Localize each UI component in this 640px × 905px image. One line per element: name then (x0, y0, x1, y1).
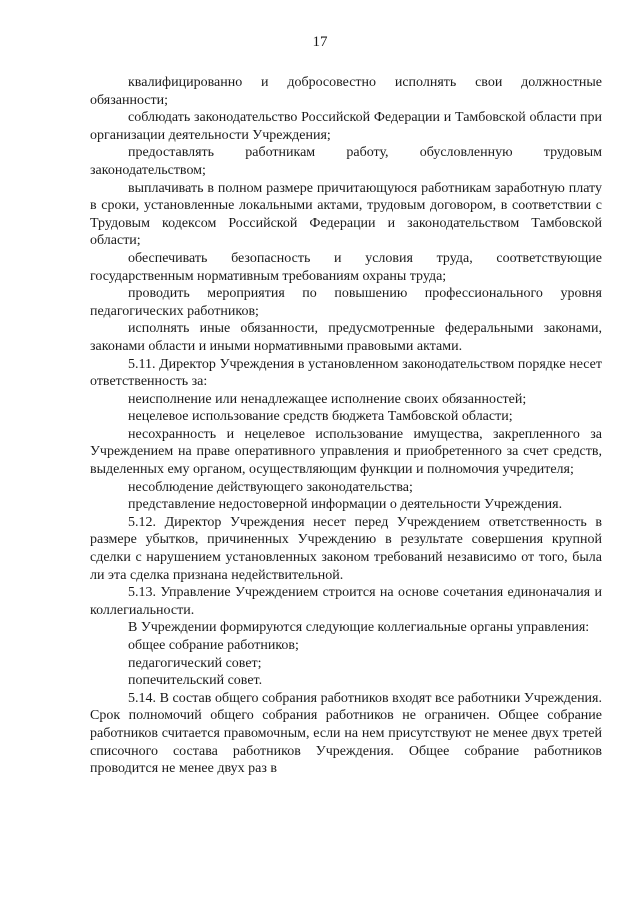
section-5-14: 5.14. В состав общего собрания работников входят все работники Учреждения. Срок полномочий общего собрания работников не ограничен. Общее собрание работников считается правомочным, если на нем присутствуют не менее двух третей списочного состава работников Учреждения. Общее собрание работников проводится не менее двух раз в (90, 690, 602, 777)
paragraph: проводить мероприятия по повышению профессионального уровня педагогических работников; (90, 286, 602, 319)
paragraph: несохранность и нецелевое использование имущества, закрепленного за Учреждением на праве оперативного управления и приобретенного за счет средств, выделенных ему органом, осуществляющим функции и полномочия учредителя; (90, 426, 602, 478)
document-body (90, 74, 602, 778)
section-5-12: 5.12. Директор Учреждения несет перед Учреждением ответственность в размере убытков, причиненных Учреждению в результате совершения крупной сделки с нарушением установленных законом требований независимо от того, была ли эта сделка признана недействительной. (90, 514, 602, 583)
list-item: педагогический совет; (128, 655, 262, 671)
paragraph: несоблюдение действующего законодательства; (128, 479, 413, 495)
page-number: 17 (312, 34, 328, 50)
list-item: попечительский совет. (128, 673, 263, 689)
list-item: общее собрание работников; (128, 638, 299, 653)
paragraph: обеспечивать безопасность и условия труда, соответствующие государственным нормативным требованиям охраны труда; (90, 250, 602, 284)
paragraph: неисполнение или ненадлежащее исполнение своих обязанностей; (128, 391, 527, 407)
paragraph: соблюдать законодательство Российской Федерации и Тамбовской области при организации деятельности Учреждения; (90, 110, 602, 143)
paragraph: В Учреждении формируются следующие коллегиальные органы управления: (128, 620, 590, 636)
paragraph: выплачивать в полном размере причитающуюся работникам заработную плату в сроки, установленные локальными актами, трудовым договором, в соответствии с Трудовым кодексом Российской Федерации и законодательством Тамбовской области; (90, 180, 602, 249)
section-5-13: 5.13. Управление Учреждением строится на основе сочетания единоначалия и коллегиальности. (90, 585, 602, 618)
paragraph: квалифицированно и добросовестно исполнять свои должностные обязанности; (90, 75, 602, 108)
section-5-11-heading: 5.11. Директор Учреждения в установленном законодательством порядке несет ответственность за: (90, 356, 602, 390)
paragraph: представление недостоверной информации о деятельности Учреждения. (128, 497, 563, 513)
paragraph: нецелевое использование средств бюджета Тамбовской области; (128, 409, 513, 425)
paragraph: предоставлять работникам работу, обусловленную трудовым законодательством; (90, 145, 602, 178)
paragraph: исполнять иные обязанности, предусмотренные федеральными законами, законами области и иными нормативными правовыми актами. (90, 321, 602, 354)
